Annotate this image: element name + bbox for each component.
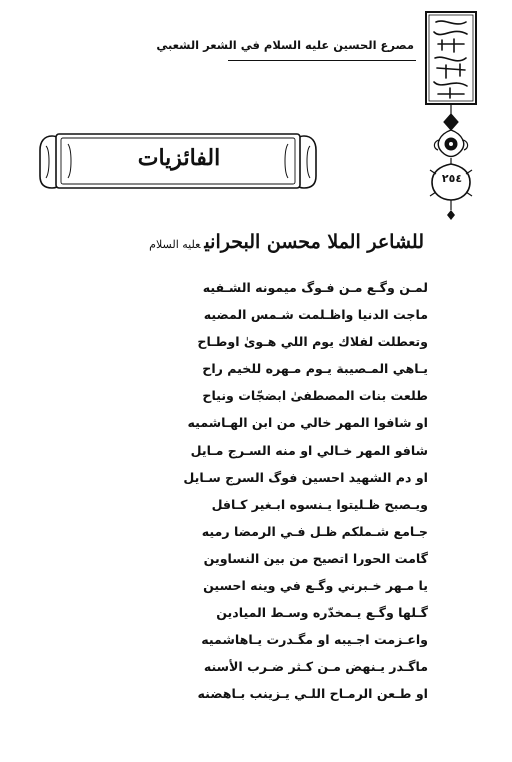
calligraphy-box: [426, 12, 476, 104]
verse-line: وتعطلت لفلاك يوم اللي هـوىٰ اوطـاح: [197, 334, 428, 350]
verse-line: جـامع شـملكم ظـل فـي الرمضا رميه: [201, 523, 428, 539]
verse-line: شافو المهر خـالي او منه السـرج مـايل: [190, 442, 428, 458]
honorific-mark: عليه السلام: [149, 238, 201, 251]
verse-line: طلعت بنات المصطفىٰ ابضجّات ونياح: [202, 388, 428, 404]
verse-line: لمـن وگـع مـن فـوگ ميمونه الشـفيه: [202, 280, 428, 295]
poet-attribution: للشاعر الملا محسن البحراني: [204, 231, 424, 253]
verse-line: گامت الحورا اتصيح من بين النساوين: [203, 550, 428, 566]
header-divider: [228, 60, 416, 61]
verse-line: ويـصبح ظـليتوا يـنسوه ابـغير كـافل: [211, 496, 428, 512]
side-emblem: [420, 10, 482, 220]
page-number: ٢٥٤: [441, 172, 463, 185]
section-title: الفائزيات: [137, 145, 221, 171]
verse-line: ماگـدر يـنهض مـن كـثر ضـرب الأسنه: [203, 659, 428, 675]
verse-line: او دم الشهيد احسين فوگ السرج سـايل: [183, 469, 428, 485]
verse-line: واعـزمت اجـيبه او مگـدرت يـاهاشميه: [201, 632, 428, 648]
poem-verses: [28, 274, 428, 708]
ornament-chain: [434, 104, 467, 164]
running-title: مصرع الحسين عليه السلام في الشعر الشعبي: [156, 38, 414, 52]
verse-line: او طـعن الرمـاح اللـي يـزينب بـاهضنه: [197, 686, 428, 702]
verse-line: يـاهي المـصيبة يـوم مـهره للخيم راح: [202, 361, 428, 377]
poem-heading: [70, 228, 424, 259]
verse-line: يا مـهر خـبرني وگـع في وينه احسين: [203, 578, 428, 594]
verse-line: گـلها وگـع يـمخدّره وسـط الميادين: [216, 605, 428, 621]
verse-line: ماجت الدنيا واظـلمت شـمس المضيه: [203, 307, 428, 323]
verse-line: او شافوا المهر خالي من ابن الهـاشميه: [187, 415, 428, 431]
